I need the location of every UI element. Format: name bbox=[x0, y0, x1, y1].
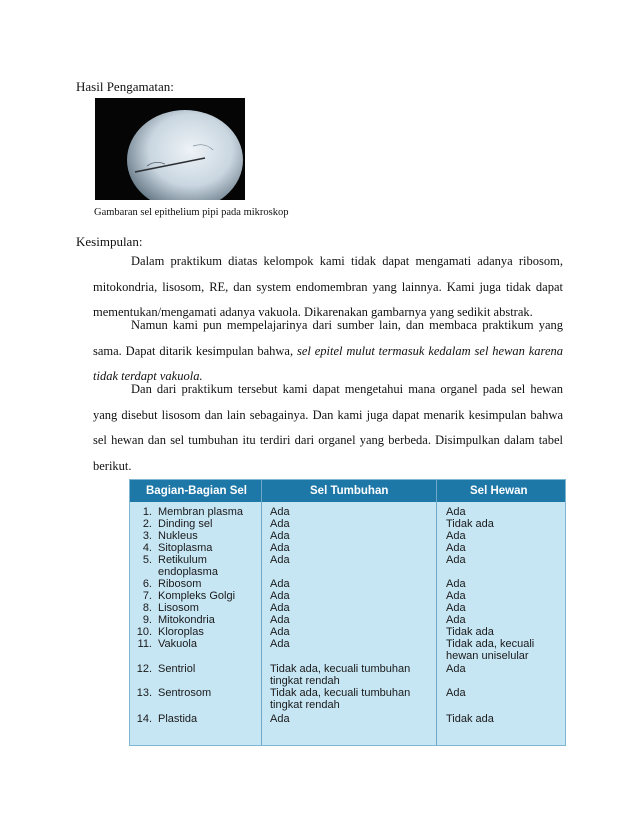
row-part-name: Kompleks Golgi bbox=[158, 590, 236, 602]
row-plant-value: Ada bbox=[270, 578, 290, 590]
row-plant-value: Ada bbox=[270, 542, 290, 554]
row-animal-value: Ada bbox=[446, 506, 466, 518]
row-animal-value: Ada bbox=[446, 542, 466, 554]
row-animal-value: Ada bbox=[446, 554, 466, 566]
row-number: 14. bbox=[136, 713, 152, 725]
row-part-name: Kloroplas bbox=[158, 626, 204, 638]
row-number: 8. bbox=[142, 602, 152, 614]
row-part-name: Sitoplasma bbox=[158, 542, 213, 554]
row-animal-value: Ada bbox=[446, 614, 466, 626]
row-animal-value: Ada bbox=[446, 578, 466, 590]
row-animal-value: Tidak ada, kecuali bbox=[446, 638, 535, 650]
header-animal: Sel Hewan bbox=[470, 485, 528, 497]
row-animal-value: Ada bbox=[446, 602, 466, 614]
row-part-name: Membran plasma bbox=[158, 506, 243, 518]
paragraph-2-text: Namun kami pun mempelajarinya dari sumber lain, dan membaca praktikum yang sama. Dapat ditarik kesimpulan bahwa, bbox=[93, 318, 563, 358]
row-part-name: Sentrosom bbox=[158, 687, 212, 699]
header-plant: Sel Tumbuhan bbox=[310, 485, 389, 497]
row-animal-value: Ada bbox=[446, 590, 466, 602]
row-part-name: Lisosom bbox=[158, 602, 199, 614]
paragraph-3: Dan dari praktikum tersebut kami dapat mengetahui mana organel pada sel hewan yang disebut lisosom dan lain sebagainya. Dan kami juga dapat menarik kesimpulan bahwa sel hewan dan sel tumbuhan itu terdiri dari organel yang berbeda. Disimpulkan dalam tabel berikut. bbox=[93, 382, 563, 473]
organelle-table bbox=[129, 479, 566, 746]
row-number: 13. bbox=[136, 687, 152, 699]
row-animal-value: Tidak ada bbox=[446, 713, 494, 725]
row-number: 6. bbox=[142, 578, 152, 590]
row-plant-value: Ada bbox=[270, 638, 290, 650]
row-part-name: Sentriol bbox=[158, 663, 196, 675]
row-part-name: Ribosom bbox=[158, 578, 202, 590]
row-plant-value-cont: tingkat rendah bbox=[270, 699, 340, 711]
row-plant-value: Ada bbox=[270, 614, 290, 626]
row-plant-value: Ada bbox=[270, 506, 290, 518]
photo-caption: Gambaran sel epithelium pipi pada mikroskop bbox=[94, 207, 289, 218]
row-part-name: Plastida bbox=[158, 713, 198, 725]
row-plant-value: Ada bbox=[270, 518, 290, 530]
row-animal-value: Ada bbox=[446, 687, 466, 699]
row-animal-value: Ada bbox=[446, 530, 466, 542]
row-number: 11. bbox=[137, 638, 152, 650]
row-animal-value: Ada bbox=[446, 663, 466, 675]
row-part-name: Dinding sel bbox=[158, 518, 213, 530]
row-plant-value: Ada bbox=[270, 590, 290, 602]
row-part-name-cont: endoplasma bbox=[158, 566, 218, 578]
row-plant-value-cont: tingkat rendah bbox=[270, 675, 340, 687]
column-divider bbox=[261, 480, 262, 745]
row-plant-value: Ada bbox=[270, 602, 290, 614]
observation-heading: Hasil Pengamatan: bbox=[76, 79, 174, 94]
row-number: 2. bbox=[142, 518, 152, 530]
row-part-name: Nukleus bbox=[158, 530, 198, 542]
row-part-name: Mitokondria bbox=[158, 614, 215, 626]
row-plant-value: Ada bbox=[270, 554, 290, 566]
row-number: 1. bbox=[142, 506, 152, 518]
paragraph-1: Dalam praktikum diatas kelompok kami tidak dapat mengamati adanya ribosom, mitokondria, lisosom, RE, dan system endomembran yang lainnya. Kami juga tidak dapat mementukan/mengamati adanya vakuola. Dikarenakan gambarnya yang sedikit abstrak. bbox=[93, 254, 563, 319]
row-animal-value: Tidak ada bbox=[446, 518, 494, 530]
row-part-name: Retikulum bbox=[158, 554, 207, 566]
row-number: 9. bbox=[142, 614, 152, 626]
row-number: 4. bbox=[142, 542, 152, 554]
row-number: 3. bbox=[142, 530, 152, 542]
table-header bbox=[130, 480, 565, 502]
row-part-name: Vakuola bbox=[158, 638, 197, 650]
row-plant-value: Tidak ada, kecuali tumbuhan bbox=[270, 687, 411, 699]
microscope-photo bbox=[95, 98, 245, 200]
row-plant-value: Ada bbox=[270, 713, 290, 725]
column-divider bbox=[436, 480, 437, 745]
row-plant-value: Ada bbox=[270, 530, 290, 542]
row-animal-value: Tidak ada bbox=[446, 626, 494, 638]
header-parts: Bagian-Bagian Sel bbox=[146, 485, 247, 497]
paragraph-2-italic: sel epitel mulut termasuk kedalam sel hewan karena tidak terdapt vakuola. bbox=[93, 343, 564, 383]
row-number: 7. bbox=[142, 590, 152, 602]
row-animal-value-cont: hewan uniselular bbox=[446, 650, 529, 662]
conclusion-heading: Kesimpulan: bbox=[76, 234, 143, 249]
row-number: 10. bbox=[136, 626, 152, 638]
row-plant-value: Tidak ada, kecuali tumbuhan bbox=[270, 663, 411, 675]
microscope-field-image bbox=[95, 98, 245, 200]
row-number: 5. bbox=[142, 554, 152, 566]
row-number: 12. bbox=[136, 663, 152, 675]
row-plant-value: Ada bbox=[270, 626, 290, 638]
